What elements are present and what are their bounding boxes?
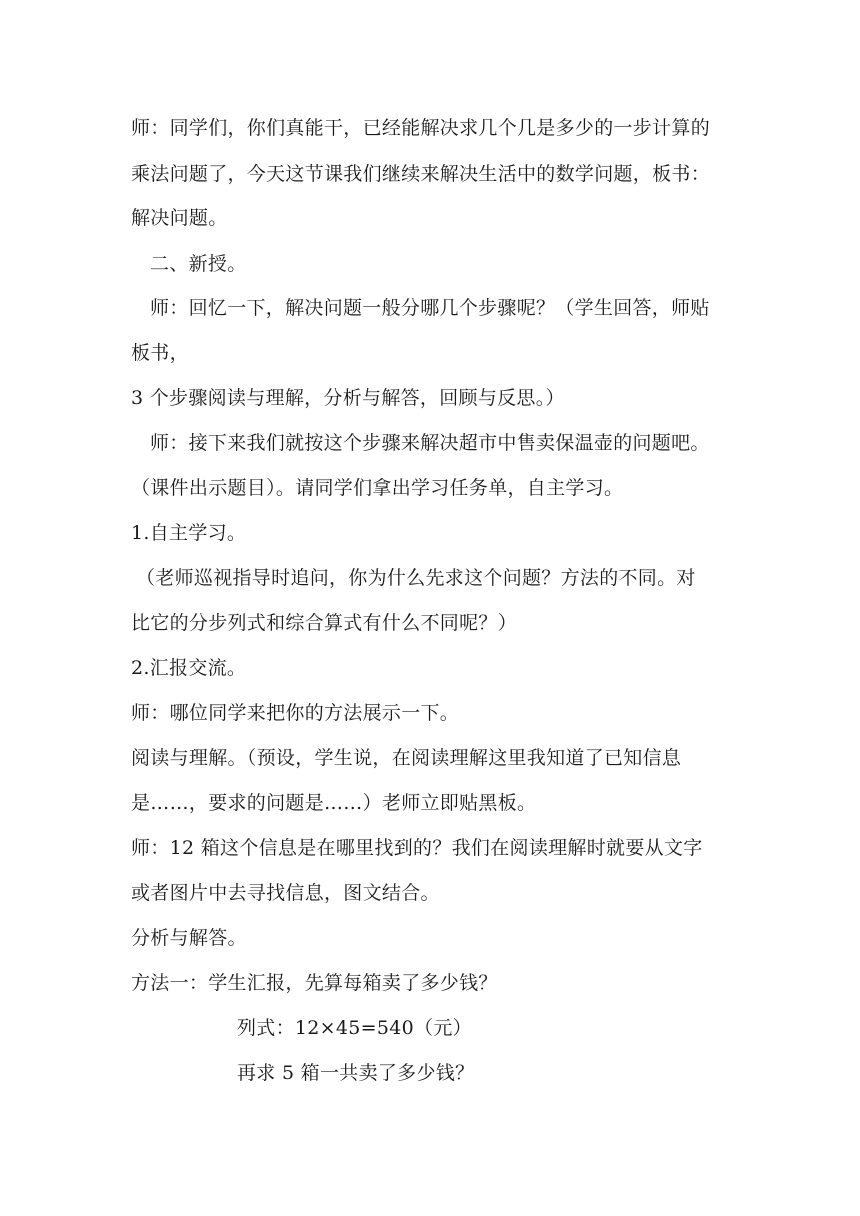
paragraph-line: 阅读与理解。（预设，学生说，在阅读理解这里我知道了已知信息 <box>131 747 682 769</box>
paragraph-line: 再求 5 箱一共卖了多少钱？ <box>237 1062 475 1084</box>
paragraph-line: 师：12 箱这个信息是在哪里找到的？我们在阅读理解时就要从文字 <box>131 837 703 859</box>
paragraph-line: 方法一：学生汇报，先算每箱卖了多少钱？ <box>131 972 498 994</box>
paragraph-line: 乘法问题了，今天这节课我们继续来解决生活中的数学问题，板书： <box>131 163 711 185</box>
paragraph-line: 师：同学们，你们真能干，已经能解决求几个几是多少的一步计算的 <box>131 117 711 139</box>
list-item-heading: 2.汇报交流。 <box>131 657 247 679</box>
paragraph-line: 解决问题。 <box>131 207 228 229</box>
equation-line: 列式：12×45=540（元） <box>237 1017 472 1039</box>
paragraph-line: 板书， <box>131 342 189 364</box>
paragraph-line: 分析与解答。 <box>131 927 247 949</box>
paragraph-line: 是……，要求的问题是……）老师立即贴黑板。 <box>131 792 537 814</box>
paragraph-line: 师：回忆一下，解决问题一般分哪几个步骤呢？（学生回答，师贴 <box>150 297 710 319</box>
paragraph-line: （老师巡视指导时追问，你为什么先求这个问题？方法的不同。对 <box>136 567 696 589</box>
list-item-heading: 1.自主学习。 <box>131 522 247 544</box>
paragraph-line: 师：接下来我们就按这个步骤来解决超市中售卖保温壶的问题吧。 <box>150 432 710 454</box>
paragraph-line: （课件出示题目）。请同学们拿出学习任务单，自主学习。 <box>131 477 624 499</box>
paragraph-line: 比它的分步列式和综合算式有什么不同呢？） <box>131 612 518 634</box>
section-heading: 二、新授。 <box>150 253 247 275</box>
paragraph-line: 师：哪位同学来把你的方法展示一下。 <box>131 702 460 724</box>
paragraph-line: 或者图片中去寻找信息，图文结合。 <box>131 882 440 904</box>
paragraph-line: 3 个步骤阅读与理解，分析与解答，回顾与反思。） <box>131 387 565 409</box>
